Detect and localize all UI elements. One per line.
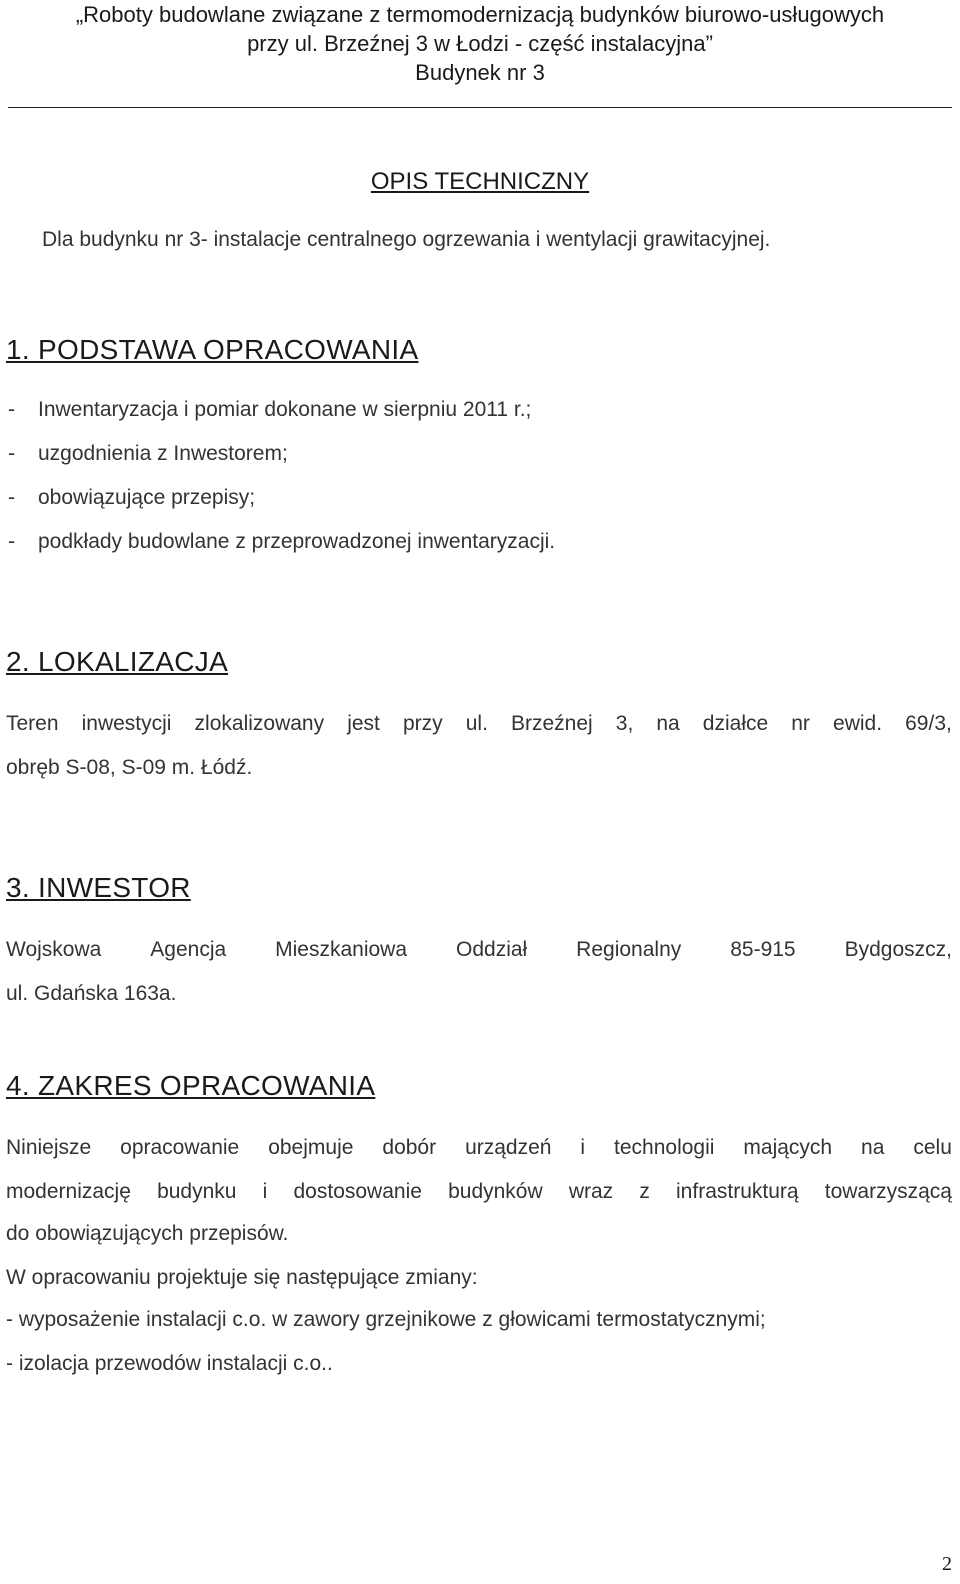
- word: budynku: [157, 1180, 237, 1203]
- word: inwestycji: [81, 712, 172, 735]
- scope-line-2: [6, 1180, 952, 1204]
- scope-line-1: [6, 1136, 952, 1160]
- word: Brzeźnej: [510, 712, 593, 735]
- word: technologii: [614, 1136, 715, 1159]
- word: budynków: [448, 1180, 543, 1203]
- word: i: [580, 1136, 586, 1159]
- section-1-heading: 1. PODSTAWA OPRACOWANIA: [6, 334, 419, 365]
- word: modernizację: [6, 1180, 131, 1203]
- word: 85-915: [730, 938, 796, 961]
- word: Mieszkaniowa: [275, 938, 408, 961]
- word: jest: [347, 712, 380, 735]
- word: dobór: [382, 1136, 437, 1159]
- word: opracowanie: [120, 1136, 240, 1159]
- location-line-2: obręb S-08, S-09 m. Łódź.: [6, 756, 253, 779]
- word: celu: [913, 1136, 952, 1159]
- scope-line-4: W opracowaniu projektuje się następujące zmiany:: [6, 1266, 478, 1289]
- word: dostosowanie: [293, 1180, 422, 1203]
- list-item: [8, 486, 255, 510]
- list-item-text: obowiązujące przepisy;: [38, 486, 256, 509]
- document-title: OPIS TECHNICZNY: [370, 168, 590, 195]
- scope-line-5: - wyposażenie instalacji c.o. w zawory grzejnikowe z głowicami termostatycznymi;: [6, 1308, 766, 1331]
- header-divider: [8, 107, 952, 108]
- word: zlokalizowany: [194, 712, 325, 735]
- header-line-1: „Roboty budowlane związane z termomodernizacją budynków biurowo-usługowych: [75, 2, 885, 27]
- document-subtitle: Dla budynku nr 3- instalacje centralnego ogrzewania i wentylacji grawitacyjnej.: [42, 228, 771, 251]
- list-item: [8, 530, 555, 554]
- word: ewid.: [833, 712, 883, 735]
- word: na: [861, 1136, 885, 1159]
- bullet-dash: -: [8, 486, 15, 509]
- word: Oddział: [456, 938, 528, 961]
- word: wraz: [568, 1180, 614, 1203]
- word: i: [262, 1180, 268, 1203]
- investor-line-2: ul. Gdańska 163a.: [6, 982, 177, 1005]
- word: Bydgoszcz,: [844, 938, 952, 961]
- list-item: [8, 442, 288, 466]
- word: Niniejsze: [6, 1136, 92, 1159]
- word: 69/3,: [905, 712, 952, 735]
- page-number: 2: [942, 1553, 952, 1575]
- word: towarzyszącą: [824, 1180, 952, 1203]
- word: na: [656, 712, 680, 735]
- list-item-text: podkłady budowlane z przeprowadzonej inwentaryzacji.: [38, 530, 556, 553]
- word: 3,: [615, 712, 634, 735]
- word: z: [639, 1180, 650, 1203]
- word: działce: [702, 712, 769, 735]
- word: mających: [743, 1136, 833, 1159]
- word: infrastrukturą: [676, 1180, 799, 1203]
- location-line-1: [6, 712, 952, 736]
- word: przy: [402, 712, 443, 735]
- investor-line-1: [6, 938, 952, 962]
- word: ul.: [465, 712, 488, 735]
- header-line-2: przy ul. Brzeźnej 3 w Łodzi - część instalacyjna”: [247, 31, 713, 56]
- section-3-heading: 3. INWESTOR: [6, 872, 191, 903]
- section-4-heading: 4. ZAKRES OPRACOWANIA: [6, 1070, 376, 1101]
- bullet-dash: -: [8, 398, 15, 421]
- word: obejmuje: [268, 1136, 354, 1159]
- section-2-heading: 2. LOKALIZACJA: [6, 646, 229, 677]
- scope-line-6: - izolacja przewodów instalacji c.o..: [6, 1352, 333, 1375]
- bullet-dash: -: [8, 442, 15, 465]
- word: Regionalny: [576, 938, 682, 961]
- list-item-text: uzgodnienia z Inwestorem;: [38, 442, 288, 465]
- list-item-text: Inwentaryzacja i pomiar dokonane w sierpniu 2011 r.;: [38, 398, 532, 421]
- word: Wojskowa: [6, 938, 102, 961]
- word: Agencja: [150, 938, 227, 961]
- header-line-3: Budynek nr 3: [415, 60, 545, 85]
- list-item: [8, 398, 531, 422]
- word: urządzeń: [465, 1136, 552, 1159]
- word: nr: [791, 712, 810, 735]
- bullet-dash: -: [8, 530, 15, 553]
- word: Teren: [6, 712, 59, 735]
- scope-line-3: do obowiązujących przepisów.: [6, 1222, 289, 1245]
